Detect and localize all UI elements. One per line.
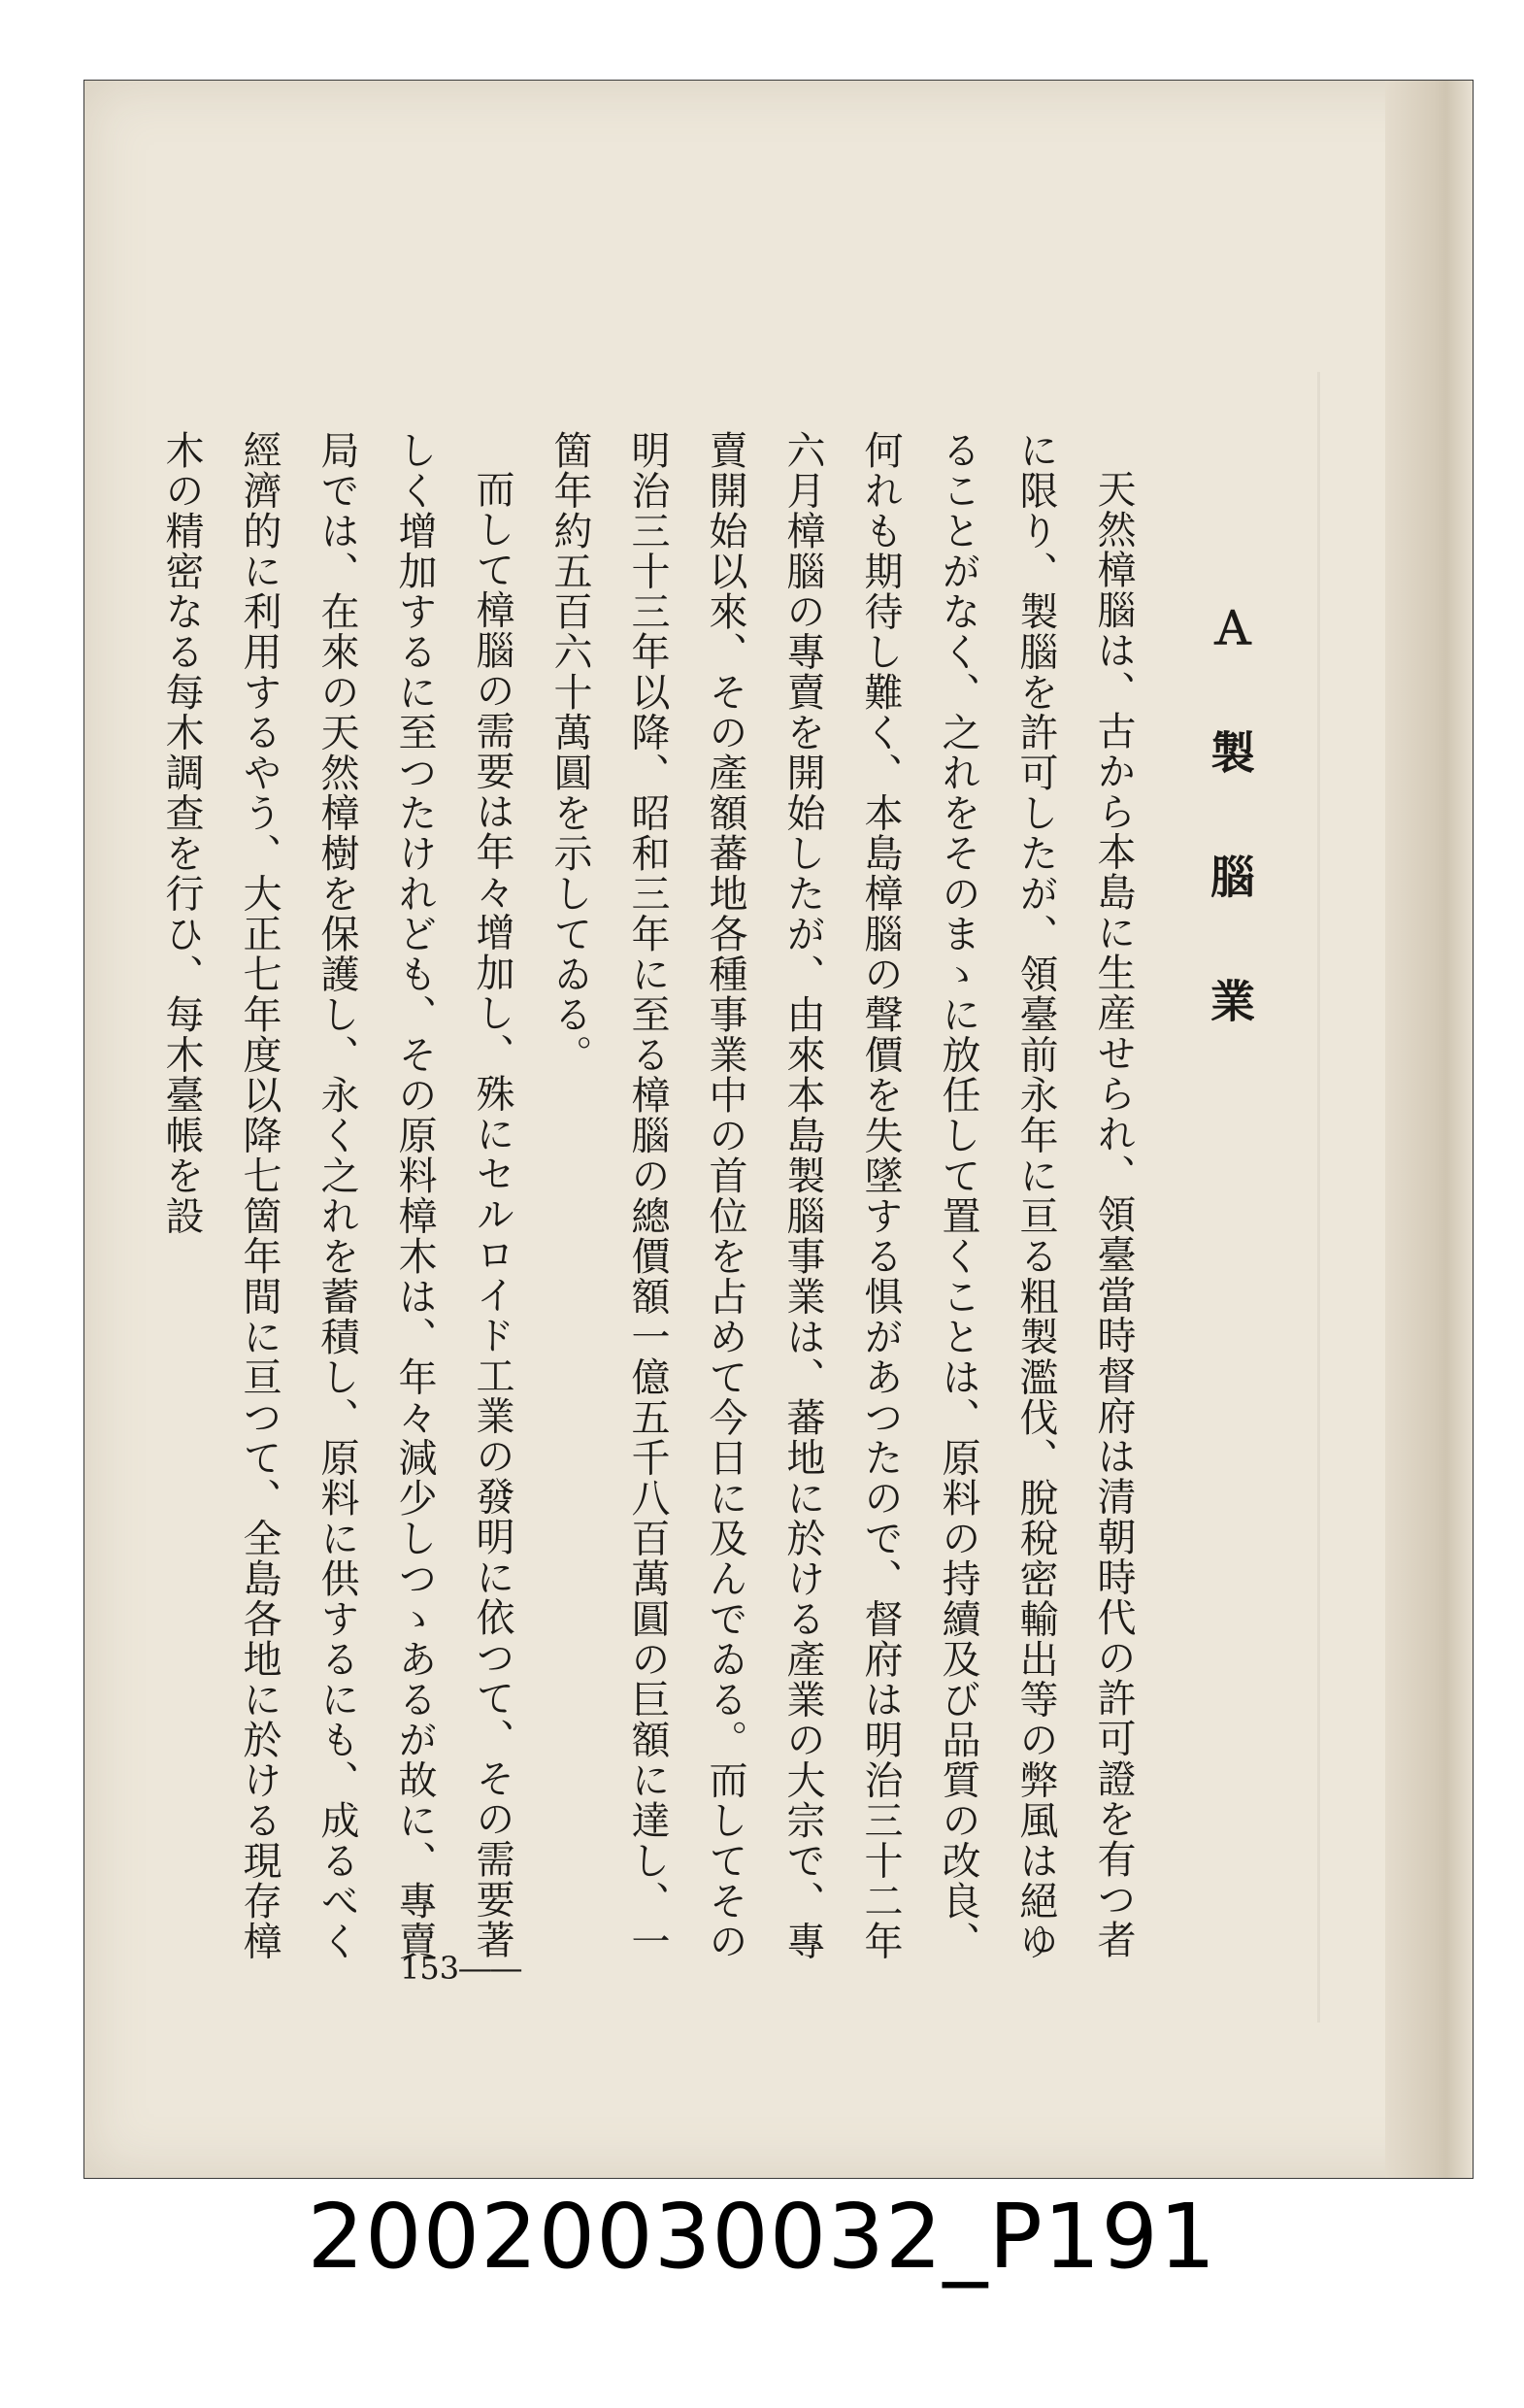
book-page [83,80,1474,2179]
vertical-text-block [159,430,1269,1964]
page-number: 153―― [400,1950,522,1987]
page-gutter [1385,81,1473,2178]
image-caption: 20020030032_P191 [307,2185,1217,2289]
paragraph-2: 而して樟腦の需要は年々增加し、殊にセルロイド工業の發明に依つて、その需要著しく增加するに至つたけれども、その原料樟木は、年々減少しつゝあるが故に、專賣局では、在來の天然樟樹を保護し、永く之れを蓄積し、原料に供するにも、成るべく經濟的に利用するやう、大正七年度以降七箇年間に亘つて、全島各地に於ける現存樟木の精密なる每木調查を行ひ、每木臺帳を設 [159,430,514,1961]
paragraph-1: 天然樟腦は、古から本島に生産せられ、領臺當時督府は清朝時代の許可證を有つ者に限り、製腦を許可したが、領臺前永年に亘る粗製濫伐、脫稅密輸出等の弊風は絕ゆることがなく、之れをそのまゝに放任して置くことは、原料の持續及び品質の改良、何れも期待し難く、本島樟腦の聲價を失墜する惧があつたので、督府は明治三十二年六月樟腦の專賣を開始したが、由來本島製腦事業は、蕃地に於ける產業の大宗で、專賣開始以來、その產額蕃地各種事業中の首位を占めて今日に及んでゐる。而してその明治三十三年以降、昭和三年に至る樟腦の總價額一億五千八百萬圓の巨額に達し、一箇年約五百六十萬圓を示してゐる。 [547,430,1136,1961]
section-heading: Ａ 製 腦 業 [1204,605,1256,1036]
